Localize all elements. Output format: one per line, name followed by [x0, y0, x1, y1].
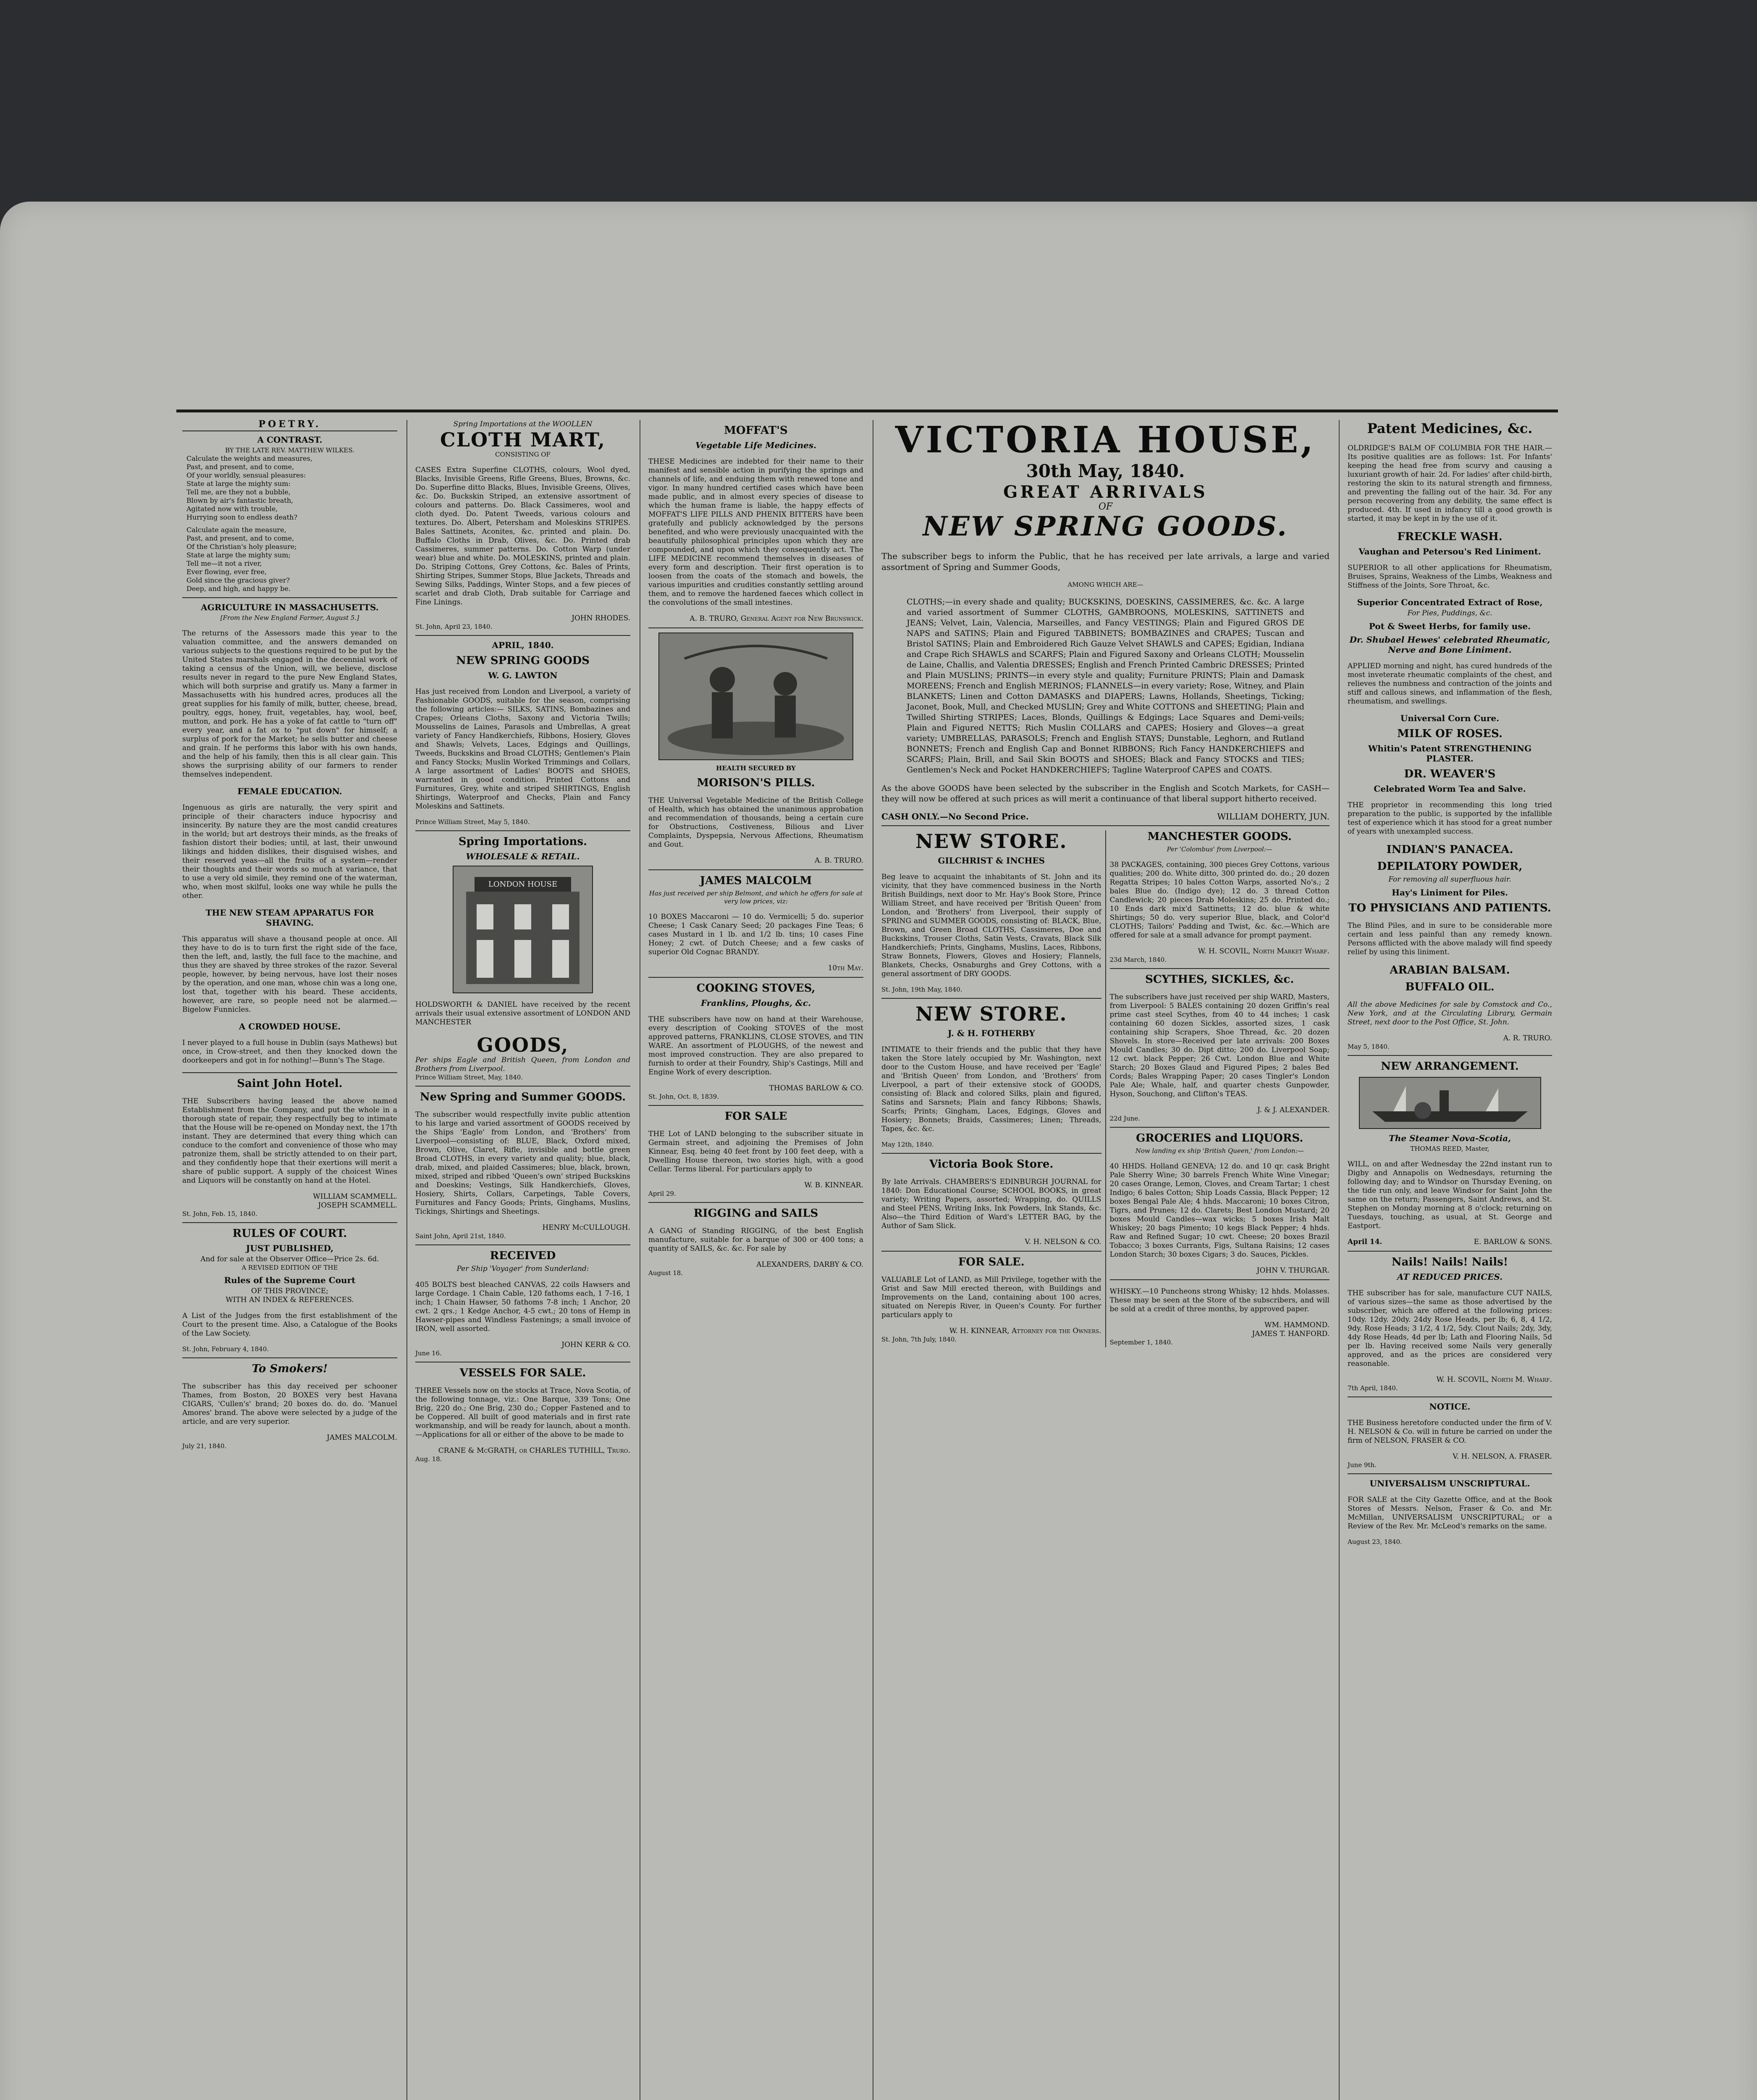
kerr-signature: JOHN KERR & CO.	[561, 1341, 630, 1349]
gilchrist-title: GILCHRIST & INCHES	[938, 856, 1045, 866]
rules-of-court-title: RULES OF COURT.	[232, 1227, 347, 1240]
victoria-house-date: 30th May, 1840.	[1026, 461, 1185, 481]
victoria-among: AMONG WHICH ARE—	[1067, 581, 1143, 588]
victoria-note: As the above GOODS have been selected by the subscriber in the English and Scotch Markets, for CASH—they will now be offered at such prices as will merit a continuance of that liberal support hitherto received.	[881, 784, 1330, 803]
cloth-mart-header: Spring Importations at the WOOLLEN	[453, 420, 593, 428]
bookstore-title: Victoria Book Store.	[929, 1158, 1054, 1171]
lower-columns	[881, 830, 1330, 1347]
hygeia-woodcut	[658, 633, 853, 760]
hammond-signature: WM. HAMMOND.	[1264, 1321, 1330, 1329]
for-sale-2-signature: W. H. KINNEAR, Attorney for the Owners.	[949, 1327, 1101, 1335]
fotherby-date: May 12th, 1840.	[881, 1141, 934, 1148]
steamer-signature: E. BARLOW & SONS.	[1474, 1238, 1552, 1246]
milk-of-roses-title: MILK OF ROSES.	[1397, 727, 1503, 740]
for-sale-2-title: FOR SALE.	[958, 1256, 1025, 1268]
corn-cure-title: Universal Corn Cure.	[1400, 713, 1500, 723]
notice-text: THE Business heretofore conducted under the firm of V. H. NELSON & Co. will in future be carried on under the firm of NELSON, FRASER & CO.	[1348, 1419, 1552, 1445]
rules-date: St. John, February 4, 1840.	[182, 1345, 269, 1353]
poem-line: Calculate the weights and measures,	[186, 454, 312, 462]
poem-body	[182, 454, 397, 593]
rigging-date: August 18.	[648, 1269, 683, 1277]
poem-line: State at large the mighty sum:	[186, 480, 291, 488]
holdsworth-ships: Per ships Eagle and British Queen, from London and Brothers from Liverpool.	[415, 1056, 630, 1073]
poem-line: Of the Christian's holy pleasure;	[186, 543, 297, 551]
shaving-title: THE NEW STEAM APPARATUS FOR SHAVING.	[205, 908, 374, 928]
column-3	[642, 420, 869, 2100]
buffalo-signature: A. R. TRURO.	[1503, 1034, 1552, 1042]
rules-text: A List of the Judges from the first establishment of the Court to the present time. Also, a Catalogue of the Books of the Law Society.	[182, 1312, 397, 1338]
new-store-2-title: NEW STORE.	[915, 1003, 1067, 1025]
rules-edition: A REVISED EDITION OF THE	[241, 1264, 338, 1271]
victoria-intro: The subscriber begs to inform the Public, that he has received per late arrivals, a large and varied assortment of Spring and Summer Goods,	[881, 551, 1330, 572]
freckle-wash-title: FRECKLE WASH.	[1397, 530, 1503, 543]
great-arrivals-of: OF	[1098, 501, 1113, 512]
weaver-text: THE proprietor in recommending this long tried preparation to the public, is supported by the infallible test of experience which it has stood for a great number of years with unexampled success.	[1348, 801, 1552, 836]
notice-signature: V. H. NELSON, A. FRASER.	[1453, 1452, 1552, 1461]
column-4	[876, 420, 1335, 2100]
column-5	[1342, 420, 1558, 2100]
new-spring-goods-banner: NEW SPRING GOODS.	[923, 511, 1288, 542]
wholesale-retail: WHOLESALE & RETAIL.	[466, 851, 580, 861]
poem-title: A CONTRAST.	[257, 435, 323, 445]
rules-book-title: Rules of the Supreme Court	[224, 1275, 356, 1285]
rules-index: WITH AN INDEX & REFERENCES.	[226, 1296, 354, 1304]
bookstore-text: By late Arrivals. CHAMBERS'S EDINBURGH JOURNAL for 1840: Don Educational Course; SCHOOL BOOKS, in great variety; Writing Papers, assorted; Wrapping, do. QUILLS and Steel PENS, Writing Inks, Ink Powders, Ink Stands, &c. Also—the Third Edition of Ward's LETTER BAG, by the Author of Sam Slick.	[881, 1178, 1101, 1230]
scythes-date: 22d June.	[1109, 1115, 1140, 1122]
poem-line: Tell me, are they not a bubble,	[186, 488, 291, 496]
hay-liniment-title: Hay's Liniment for Piles.	[1392, 887, 1508, 898]
vessels-date: Aug. 18.	[415, 1455, 442, 1463]
kinnear-date: April 29.	[648, 1190, 676, 1197]
vessels-text: THREE Vessels now on the stocks at Trace, Nova Scotia, of the following tonnage, viz.: One Barque, 339 Tons; One Brig, 220 do.; One Brig, 230 do.; Copper Fastened and to be Coppered. All built of good materials and in first rate workmanship, and will be ready for launch, about a month.—Applications for all or either of the above to be made to	[415, 1386, 630, 1439]
shaving-text: This apparatus will shave a thousand people at once. All they have to do is to turn first the right side of the face, then the left, and, lastly, the full face to the machine, and thus they are shaved by three strokes of the razor. Several people, however, by being nervous, have lost their noses by the operation, and one man, whose chin was a long one, lost that, together with his beard. These accidents, however, are rare, so people need not be alarmed.—Bigelow Funnicles.	[182, 935, 397, 1014]
nails-text: THE subscriber has for sale, manufacture CUT NAILS, of various sizes—the same as those advertised by the subscriber, which are offered at the following prices: 10dy. 12dy. 20dy. 24dy Rose Heads, per lb; 6, 8, 4 1/2, 9dy. Rose Heads; 3 1/2, 4 1/2, 5dy. Clout Nails; 2dy, 3dy, 4dy Rose Heads, 4d per lb; Lath and Flooring Nails, 5d per lb. Having received some Nails very generally approved, and as the prices are considered very reasonable.	[1348, 1289, 1552, 1368]
herbs-title: Pot & Sweet Herbs, for family use.	[1369, 621, 1531, 631]
column-rule	[1339, 420, 1340, 2100]
groceries-signature: JOHN V. THURGAR.	[1256, 1266, 1330, 1275]
groceries-ship: Now landing ex ship 'British Queen,' from London:—	[1135, 1147, 1304, 1155]
london-house-woodcut	[453, 866, 593, 993]
nails-date: 7th April, 1840.	[1348, 1384, 1398, 1392]
for-sale-2-date: St. John, 7th July, 1840.	[881, 1336, 957, 1343]
buffalo-text: All the above Medicines for sale by Comstock and Co., New York, and at the Circulating Library, Germain Street, next door to the Post Office, St. John.	[1348, 1000, 1552, 1026]
moffat-subtitle: Vegetable Life Medicines.	[695, 440, 817, 450]
nails-signature: W. H. SCOVIL, North M. Wharf.	[1436, 1376, 1552, 1384]
rigging-title: RIGGING and SAILS	[693, 1207, 818, 1220]
steamer-footer	[1348, 1238, 1552, 1247]
hewes-title: Dr. Shubael Hewes' celebrated Rheumatic, Nerve and Bone Liniment.	[1349, 635, 1550, 655]
female-education-title: FEMALE EDUCATION.	[237, 786, 342, 796]
new-spring-summer-text: The subscriber would respectfully invite public attention to his large and varied assortment of GOODS received by the Ships 'Eagle' from London, and 'Brothers' from Liverpool—consisting of: BLUE, Black, Oxford mixed, Brown, Olive, Claret, Rifle, invisible and bottle green Broad CLOTHS, in every variety and quality; blue, black, drab, mixed, and plaided Cassimeres; blue, black, brown, mixed, striped and ribbed 'Queen's own' striped Buckskins and Doeskins; Vestings, Silk Handkerchiefs, Gloves, Hosiery, Shirts, Collars, Carpetings, Table Covers, Furnitures and Fancy Goods; Prints, Ginghams, Muslins, Tickings, Shirtings and Sheetings.	[415, 1110, 630, 1216]
spring-importations-title: Spring Importations.	[458, 835, 587, 848]
smokers-title: To Smokers!	[252, 1362, 328, 1375]
groceries-title: GROCERIES and LIQUORS.	[1136, 1132, 1303, 1144]
column-1	[176, 420, 403, 2100]
moffat-text: THESE Medicines are indebted for their name to their manifest and sensible action in purifying the springs and channels of life, and enduing them with renewed tone and vigor. In many hundred certified cases which have been made public, and in almost every species of disease to which the human frame is liable, the happy effects of MOFFAT'S LIFE PILLS AND PHENIX BITTERS have been gratefully and publicly acknowledged by the persons benefited, and who were previously unacquainted with the beautifully philosophical principles upon which they are compounded, and upon which they consequently act. The LIFE MEDICINE recommend themselves in diseases of every form and description. Their first operation is to loosen from the coats of the stomach and bowels, the various impurities and crudities constantly settling around them, and to remove the hardened faeces which collect in the convolutions of the small intestines.	[648, 457, 863, 607]
fotherby-title: J. & H. FOTHERBY	[947, 1028, 1035, 1038]
crowded-house-text: I never played to a full house in Dublin (says Mathews) but once, in Crow-street, and then they knocked down the doorkeepers and got in for nothing!—Bunn's The Stage.	[182, 1039, 397, 1065]
depilatory-title: DEPILATORY POWDER,	[1377, 860, 1523, 873]
bookstore-signature: V. H. NELSON & CO.	[1025, 1238, 1101, 1246]
hotel-title: Saint John Hotel.	[237, 1077, 343, 1090]
lawton-name: W. G. LAWTON	[488, 670, 558, 680]
nails-title: Nails! Nails! Nails!	[1391, 1256, 1508, 1268]
alexander-signature: J. & J. ALEXANDER.	[1257, 1106, 1330, 1114]
victoria-footer	[881, 812, 1330, 821]
manchester-section	[1110, 830, 1330, 1347]
moffat-title: MOFFAT'S	[724, 424, 788, 437]
morison-title: MORISON'S PILLS.	[697, 777, 815, 789]
moffat-agent: A. B. TRURO, General Agent for New Brunswick.	[690, 614, 863, 623]
poem-author: BY THE LATE REV. MATTHEW WILKES.	[225, 446, 354, 454]
vaughan-title: Vaughan and Petersou's Red Liniment.	[1358, 546, 1541, 556]
universalism-title: UNIVERSALISM UNSCRIPTURAL.	[1369, 1478, 1530, 1488]
poem-line: Calculate again the measure,	[186, 526, 286, 534]
victoria-goods-list: CLOTHS;—in every shade and quality; BUCKSKINS, DOESKINS, CASSIMERES, &c. &c. A large and varied assortment of Summer CLOTHS, GAMBROONS, MOLESKINS, SATTINETS and JEANS; Velvet, Lain, Valencia, Marseilles, and Fancy VESTINGS; Plain and Figured GROS DE NAPS and SATINS; Plain and Figured TABBINETS; BOMBAZINES and CRAPES; Tuscan and Bristol SATINS; Plain and Embroidered Rich Gauze Velvet SHAWLS and CAPES; Egidian, Indiana and Crape Rich SHAWLS and SCARFS; Plain and Figured Saxony and Orleans CLOTH; Mousselin de Laine, Challis, and Valentia DRESSES; English and French Printed Cambric DRESSES; Printed and Plain MUSLINS; PRINTS—in every style and quality; Furniture PRINTS; Plain and Damask MOREENS; French and English MERINOS; FLANNELS—in every variety; Rose, Witney, and Plain BLANKETS; Linen and Cotton DAMASKS and DIAPERS; Lawns, Hollands, Sheetings, Ticking; Jaconet, Book, Mull, and Checked MUSLIN; Grey and White COTTONS and SHEETING; Plain and Twilled Shirting STRIPES; Laces, Blonds, Quillings & Edgings; Lace Squares and Demi-veils; Plain and Figured NETTS; Rich Muslin COLLARS and CAPES; Hosiery and Gloves—a great variety; UMBRELLAS, PARASOLS; French and English STAYS; Dunstable, Leghorn, and Rutland BONNETS; French and English Cap and Bonnet RIBBONS; Rich Fancy HANDKERCHIEFS and SCARFS; Plain, Brill, and Sail Skin BOOTS and SHOES; Black and Fancy STOCKS and TIES; Gentlemen's Neck and Pocket HANDKERCHIEFS; Tagline Waterproof CAPES and COATS.	[907, 597, 1305, 774]
hotel-signature-2: JOSEPH SCAMMELL.	[318, 1201, 397, 1210]
hanford-signature: JAMES T. HANFORD.	[1252, 1330, 1330, 1338]
agriculture-source: [From the New England Farmer, August 5.]	[220, 614, 359, 622]
steamer-master: THOMAS REED, Master,	[1410, 1145, 1490, 1152]
cloth-mart-date: St. John, April 23, 1840.	[415, 623, 493, 630]
smokers-date: July 21, 1840.	[182, 1442, 227, 1450]
weaver-subtitle: Celebrated Worm Tea and Salve.	[1374, 784, 1526, 794]
arabian-balsam-title: ARABIAN BALSAM.	[1390, 964, 1510, 976]
scythes-title: SCYTHES, SICKLES, &c.	[1145, 973, 1294, 986]
received-ship: Per Ship 'Voyager' from Sunderland:	[456, 1265, 589, 1273]
lawton-text: Has just received from London and Liverpool, a variety of Fashionable GOODS, suitable for the season, comprising the following articles:— SILKS, SATINS, Bombazines and Crapes; Orleans Cloths, Saxony and Victoria Twills; Mousselins de Laines, Parasols and Umbrellas, A great variety of Fancy Handkerchiefs, Ribbons, Hosiery, Gloves and Shawls; Velvets, Laces, Edgings and Quillings, Tweeds, Buckskins and Broad CLOTHS; Gentlemen's Plain and Fancy Stocks; Muslin Worked Trimmings and Collars, A large assortment of Ladies' BOOTS and SHOES, warranted in good condition. Printed Cottons and Furnitures, Grey, white and striped SHIRTINGS, English Shirtings, Waterproof and Checks, Plain and Fancy Moleskins and Sattinets.	[415, 688, 630, 811]
whitin-plaster-title: Whitin's Patent STRENGTHENING PLASTER.	[1368, 743, 1532, 764]
nails-subtitle: AT REDUCED PRICES.	[1397, 1272, 1503, 1282]
for-sale-title: FOR SALE	[724, 1110, 787, 1123]
vessels-signature: CRANE & McGRATH, or CHARLES TUTHILL, Truro.	[438, 1446, 630, 1455]
cooking-stoves-text: THE subscribers have now on hand at their Warehouse, every description of Cooking STOVES of the most approved patterns, FRANKLINS, CLOSE STOVES, and TIN WARE. An assortment of PLOUGHS, of the newest and most improved construction. They are also prepared to furnish to order at their Foundry, Ship's Castings, Mill and Engine Work of every description.	[648, 1015, 863, 1076]
rigging-signature: ALEXANDERS, DARBY & CO.	[756, 1260, 863, 1269]
gilchrist-text: Beg leave to acquaint the inhabitants of St. John and its vicinity, that they have commenced business in the North British Buildings, next door to Mr. Hay's Book Store, Prince William Street, and have received per 'British Queen' from London, and 'Brothers' from Liverpool, their supply of SPRING and SUMMER GOODS, consisting of: BLACK, Blue, Brown, and Green Broad CLOTHS, Cassimeres, Doe and Buckskins, Trouser Cloths, Satin Vests, Cravats, Black Silk Handkerchiefs; Prints, Ginghams, Muslins, Laces, Ribbons, Straw Bonnets, Flowers, Gloves and Hosiery; Flannels, Blankets, Checks, Osnaburghs and Grey Cottons, with a general assortment of DRY GOODS.	[881, 873, 1101, 978]
gilchrist-date: St. John, 19th May, 1840.	[881, 986, 962, 993]
london-house-label: LONDON HOUSE	[488, 880, 558, 889]
health-secured-title: HEALTH SECURED BY	[716, 764, 796, 772]
victoria-cash-only: CASH ONLY.—No Second Price.	[881, 811, 1029, 822]
rules-subtitle: JUST PUBLISHED,	[246, 1243, 334, 1253]
mccullough-signature: HENRY McCULLOUGH.	[542, 1223, 630, 1232]
poem-line: Hurrying soon to endless death?	[186, 513, 298, 521]
poem-line: Tell me—it not a river,	[186, 559, 262, 567]
new-arrangement-title: NEW ARRANGEMENT.	[1381, 1060, 1519, 1073]
whisky-date: September 1, 1840.	[1109, 1339, 1173, 1346]
mccullough-date: Saint John, April 21st, 1840.	[415, 1232, 506, 1240]
poem-line: Agitated now with trouble,	[186, 505, 278, 513]
doherty-signature: WILLIAM DOHERTY, JUN.	[1217, 811, 1330, 822]
column-rule	[406, 420, 407, 2100]
female-education-text: Ingenuous as girls are naturally, the very spirit and principle of their characters induce hypocrisy and insincerity. By nature they are the most candid creatures in the world; but art destroys their minds, as the freaks of fashion distort their bodies; until, at last, their unwound likings and hidden dislikes, their disguised wishes, and their reserved yeas—all the fruits of a system—render their thoughts and their words so much at variance, that to use a very old simile, they remind one of the waterman, who, when most skilful, looks one way while he pulls the other.	[182, 803, 397, 900]
newspaper-page	[176, 410, 1558, 2100]
new-store-gilchrist	[881, 830, 1101, 1344]
scovil-signature: W. H. SCOVIL, North Market Wharf.	[1198, 947, 1330, 956]
malcolm-text: 10 BOXES Maccaroni — 10 do. Vermicelli; 5 do. superior Cheese; 1 Cask Canary Seed; 20 packages Fine Teas; 6 cases Mustard in 1 lb. and 1/2 lb. tins; 10 cases Fine Honey; 2 cwt. of Dutch Cheese; and a few casks of superior Old Cognac BRANDY.	[648, 913, 863, 956]
manchester-date: 23d March, 1840.	[1109, 956, 1167, 963]
agriculture-title: AGRICULTURE IN MASSACHUSETTS.	[201, 602, 379, 612]
lawton-date: Prince William Street, May 5, 1840.	[415, 818, 530, 826]
morison-text: THE Universal Vegetable Medicine of the British College of Health, which has obtained the unanimous approbation and recommendation of thousands, being a certain cure for Obstructions, Costiveness, Bilious and Liver Complaints, Dyspepsia, Nervous Affections, Rheumatism and Gout.	[648, 796, 863, 849]
steamer-woodcut	[1359, 1077, 1541, 1129]
malcolm-title: JAMES MALCOLM	[700, 874, 812, 887]
weaver-title: DR. WEAVER'S	[1404, 768, 1496, 780]
malcolm-date: 10th May.	[828, 964, 863, 972]
victoria-house-title: VICTORIA HOUSE,	[895, 420, 1316, 461]
hotel-signature-1: WILLIAM SCAMMELL.	[313, 1192, 397, 1201]
extract-rose-sub: For Pies, Puddings, &c.	[1407, 609, 1492, 617]
hotel-date: St. John, Feb. 15, 1840.	[182, 1210, 257, 1218]
buffalo-date: May 5, 1840.	[1348, 1043, 1390, 1050]
physicians-text: The Blind Piles, and in sure to be considerable more certain and less painful than any remedy known. Persons afflicted with the above malady will find speedy relief by using this liniment.	[1348, 921, 1552, 956]
new-store-title: NEW STORE.	[915, 830, 1067, 853]
manchester-ship: Per 'Colombus' from Liverpool:—	[1167, 845, 1272, 853]
hewes-text: APPLIED morning and night, has cured hundreds of the most inveterate rheumatic complaints of the chest, and relieves the numbness and contraction of the joints and stiff and callous sinews, and inflammation of the flesh, rheumatism, and swellings.	[1348, 662, 1552, 706]
whisky-text: WHISKY.—10 Puncheons strong Whisky; 12 hhds. Molasses. These may be seen at the Store of the subscribers, and will be sold at a credit of three months, by approved paper.	[1109, 1287, 1330, 1313]
new-spring-goods-title: NEW SPRING GOODS	[456, 654, 590, 667]
fotherby-text: INTIMATE to their friends and the public that they have taken the Store lately occupied by Mr. Washington, next door to the Custom House, and have received per 'Eagle' and 'British Queen' from London, and 'Brothers' from Liverpool, a part of their extensive stock of GOODS, consisting of: Black and colored Silks, plain and figured, Satins and Sarsnets; Plain and fancy Ribbons; Shawls, Scarfs; Prints; Gingham, Laces, Edgings, Gloves and Hosiery; Bonnets; Braids, Cassimeres; Linen; Threads, Tapes, &c. &c.	[881, 1045, 1101, 1133]
rules-province: OF THIS PROVINCE;	[251, 1287, 328, 1295]
notice-title: NOTICE.	[1429, 1402, 1471, 1412]
poem-line: Past, and present, and to come,	[186, 534, 294, 542]
holdsworth-text: HOLDSWORTH & DANIEL have received by the recent arrivals their usual extensive assortment of LONDON AND MANCHESTER	[415, 1000, 630, 1026]
vaughan-text: SUPERIOR to all other applications for Rheumatism, Bruises, Sprains, Weakness of the Limbs, Weakness and Stiffness of the Joints, Sore Throat, &c.	[1348, 564, 1552, 590]
manchester-title: MANCHESTER GOODS.	[1147, 830, 1292, 843]
steamer-text: WILL, on and after Wednesday the 22nd instant run to Digby and Annapolis on Wednesdays, returning the following day; and to Windsor on Thursday Evening, on the tide run only, and leave Windsor for Saint John the same on the return; Passengers, Saint Andrews, and St. Stephen on Monday morning at 8 o'clock; returning on Tuesdays, touching, as usual, at St. George and Eastport.	[1348, 1160, 1552, 1230]
patent-medicines-title: Patent Medicines, &c.	[1367, 420, 1533, 436]
great-arrivals: GREAT ARRIVALS	[1003, 482, 1208, 502]
smokers-signature: JAMES MALCOLM.	[327, 1433, 397, 1442]
notice-date: June 9th.	[1348, 1461, 1377, 1469]
barlow-signature: THOMAS BARLOW & CO.	[769, 1084, 863, 1092]
manchester-text: 38 PACKAGES, containing, 300 pieces Grey Cottons, various qualities; 200 do. White ditto, 300 printed do. do.; 20 dozen Regatta Stripes; 10 bales Cotton Warps, assorted No's.; 2 bales Blue do. (Indigo dye); 12 do. 3 thread Cotton Candlewick; 20 pieces Drab Moleskins; 25 do. Printed do.; 10 Ends dark mix'd Sattinetts; 12 do. blue & white Shirtings; 50 do. very superior Blue, black, and Color'd CLOTHS; Tailors' Padding and Twist, &c. &c.—Which are offered for sale at a small advance for prompt payment.	[1109, 861, 1330, 940]
poem-line: State at large the mighty sum;	[186, 551, 291, 559]
poetry-header: POETRY.	[182, 420, 397, 431]
rules-price: And for sale at the Observer Office—Price 2s. 6d.	[200, 1255, 379, 1263]
groceries-text: 40 HHDS. Holland GENEVA; 12 do. and 10 qr. cask Bright Pale Sherry Wine; 30 barrels French White Wine Vinegar; 20 cases Orange, Lemon, Cloves, and Cream Tartar; 1 chest Indigo; 6 bales Cotton; Ship Loads Cassia, Black Pepper; 12 boxes Bengal Pale Ale; 4 hhds. Maccaroni; 10 boxes Citron, Tigrs, and Prunes; 12 do. Clarets; Best London Mustard; 20 boxes Mould Candles—wax wicks; 5 boxes Irish Malt Whiskey; 20 bags Pimento; 10 kegs Black Pepper; 4 hhds. Raw and Refined Sugar; 10 cwt. Cheese; 20 boxes Brazil Tobacco; 3 boxes Currants, Figs, Sultana Raisins; 12 cases London Starch; 30 boxes Cigars; 3 do. Sauces, Pickles.	[1109, 1162, 1330, 1259]
received-text: 405 BOLTS best bleached CANVAS, 22 coils Hawsers and large Cordage. 1 Chain Cable, 120 fathoms each, 1 7-16, 1 inch; 1 Chain Hawser, 50 fathoms 7-8 inch; 1 Anchor, 20 cwt. 2 qrs.; 1 Kedge Anchor, 4-5 cwt.; 20 tons of Hemp in Hawser-pipes and Windless Fastenings; a small invoice of IRON, well assorted.	[415, 1281, 630, 1333]
cloth-mart-title: CLOTH MART,	[440, 428, 606, 451]
steamer-title: The Steamer Nova-Scotia,	[1388, 1133, 1511, 1143]
received-title: RECEIVED	[490, 1250, 556, 1262]
oldridge-text: OLDRIDGE'S BALM OF COLUMBIA FOR THE HAIR.—Its positive qualities are as follows: 1st. For Infants' keeping the head free from scurvy and causing a luxuriant growth of hair. 2d. For ladies' after child-birth, restoring the skin to its natural strength and firmness, and preventing the falling out of the hair. 3d. For any person recovering from any debility, the same effect is produced. 4th. If used in infancy till a good growth is started, it may be kept in by the use of it.	[1348, 444, 1552, 523]
april-header: APRIL, 1840.	[492, 640, 554, 650]
universalism-date: August 23, 1840.	[1348, 1538, 1402, 1546]
extract-rose-title: Superior Concentrated Extract of Rose,	[1357, 597, 1543, 607]
indian-panacea-title: INDIAN'S PANACEA.	[1386, 843, 1513, 856]
kinnear-signature: W. B. KINNEAR.	[804, 1181, 863, 1189]
cooking-stoves-title: COOKING STOVES,	[696, 982, 816, 995]
scythes-text: The subscribers have just received per ship WARD, Masters, from Liverpool: 5 BALES containing 20 dozen Griffin's real prime cast steel Scythes, from 40 to 44 inches; 1 cask containing 60 dozen Sickles, assorted sizes, 1 cask containing ship Scrapers, Shoe Thread, &c. 20 dozen Shovels. In store—Received per late arrivals: 200 Boxes Mould Candles; 30 do. Dipt ditto; 200 do. Liverpool Soap; 12 cwt. black Pepper; 26 Cwt. London Blue and White Starch; 20 Boxes Glaud and Figured Pipes; 2 bales Bed Cords; Bales Wrapping Paper; 20 cases Tingler's London Pale Ale; Whale, half, and quarter chests Gunpowder, Hyson, Souchong, and Clifton's TEAS.	[1109, 993, 1330, 1098]
barlow-date: St. John, Oct. 8, 1839.	[648, 1093, 719, 1100]
crowded-house-title: A CROWDED HOUSE.	[239, 1021, 341, 1032]
morison-signature: A. B. TRURO.	[815, 856, 863, 865]
smokers-text: The subscriber has this day received per schooner Thames, from Boston, 20 BOXES very best Havana CIGARS, 'Cullen's' brand; 20 boxes do. do. do. 'Manuel Amores' brand. The above were selected by a judge of the article, and are very superior.	[182, 1382, 397, 1426]
malcolm-subtitle: Has just received per ship Belmont, and which he offers for sale at very low prices, viz:	[649, 890, 863, 905]
poem-line: Past, and present, and to come,	[186, 463, 294, 471]
universalism-text: FOR SALE at the City Gazette Office, and at the Book Stores of Messrs. Nelson, Fraser & Co. and Mr. McMillan, UNIVERSALISM UNSCRIPTURAL; or a Review of the Rev. Mr. McLeod's remarks on the same.	[1348, 1496, 1552, 1530]
depilatory-sub: For removing all superfluous hair.	[1388, 875, 1511, 884]
kerr-date: June 16.	[415, 1349, 442, 1357]
column-2	[409, 420, 636, 2100]
cloth-mart-text: CASES Extra Superfine CLOTHS, colours, Wool dyed, Blacks, Invisible Greens, Rifle Greens, Blues, Browns, &c. Do. Superfine ditto Blacks, Blues, Invisible Greens, Olives, &c. Do. Buckskin Striped, an extensive assortment of colours and patterns. Do. Black Cassimeres, wool and cloth dyed. Do. Patent Tweeds, various colours and textures. Do. Albert, Petersham and Moleskins STRIPES. Bales Sattinets, Aconites, &c. printed and plain. Do. Buffalo Cloths in Drab, Olives, &c. Do. Printed drab Cassimeres, summer patterns. Do. Cotton Warp (under wear) blue and white. Do. MOLESKINS, printed and plain. Do. Striping Cottons, Grey Cottons, &c. Bales of Prints, Shirting Stripes, Summer Stops, Blue Jackets, Threads and Sewing Silks, Paddings, Winter Stops, and a few pieces of scarlet and drab Cloth, Drab suitable for Carriage and Fine Linings.	[415, 466, 630, 606]
cloth-mart-signature: JOHN RHODES.	[572, 614, 630, 622]
poem-line: Ever flowing, ever free,	[186, 568, 267, 576]
steamer-date: April 14.	[1348, 1238, 1382, 1246]
poem-line: Blown by air's fantastic breath,	[186, 496, 294, 504]
poem-line: Deep, and high, and happy be.	[186, 585, 291, 593]
physicians-title: TO PHYSICIANS AND PATIENTS.	[1348, 902, 1551, 914]
buffalo-oil-title: BUFFALO OIL.	[1405, 981, 1495, 993]
cooking-stoves-subtitle: Franklins, Ploughs, &c.	[700, 998, 811, 1008]
poem-line: Gold since the gracious giver?	[186, 576, 290, 584]
holdsworth-date: Prince William Street, May, 1840.	[415, 1074, 523, 1081]
holdsworth-goods: GOODS,	[477, 1034, 569, 1056]
vessels-title: VESSELS FOR SALE.	[459, 1367, 586, 1379]
rigging-text: A GANG of Standing RIGGING, of the best English manufacture, suitable for a barque of 300 or 400 tons; a quantity of SAILS, &c. &c. For sale by	[648, 1227, 863, 1253]
for-sale-text: THE Lot of LAND belonging to the subscriber situate in Germain street, and adjoining the Premises of John Kinnear, Esq. being 40 feet front by 100 feet deep, with a Dwelling House thereon, two stories high, with a good Cellar. Terms liberal. For particulars apply to	[648, 1130, 863, 1173]
new-spring-summer-title: New Spring and Summer GOODS.	[420, 1091, 626, 1103]
agriculture-text: The returns of the Assessors made this year to the valuation committee, and the answers demanded on various subjects to the questions required to be put by the United States marshals engaged in the decennial work of taking a census of the Union, will, we believe, disclose results never in regard to the pure New England States, which will both surprise and gratify us. Many a farmer in Massachusetts with his hundred acres, produces all the great supplies for his family of milk, butter, cheese, bread, poultry, eggs, honey, fruit, vegetables, hay, wool, beef, mutton, and pork. He has a yoke of fat cattle to "turn off" every year, and a fat ox to "put down" for himself; a surplus of pork for the Market; he sells butter and cheese and grain. If he performs this labor with his own hands, and the help of his family, then this is all clear gain. This shows the surprising ability of our farmers to render themselves independent.	[182, 629, 397, 779]
for-sale-2-text: VALUABLE Lot of LAND, as Mill Privilege, together with the Grist and Saw Mill erected thereon, with Buildings and Improvements on the Land, containing about 100 acres, situated on Nerepis River, in Queen's County. For further particulars apply to	[881, 1276, 1101, 1319]
cloth-mart-sub: CONSISTING OF	[495, 451, 551, 458]
hotel-text: THE Subscribers having leased the above named Establishment from the Company, and put the whole in a thorough state of repair, they respectfully beg to intimate that the House will be re-opened on Monday next, the 17th instant. They are determined that every thing which can conduce to the comfort and convenience of those who may patronize them, shall be strictly attended to on their part, and they confidently hope that their exertions will merit a share of public support. A supply of the choicest Wines and Liquors will be constantly on hand at the Hotel.	[182, 1097, 397, 1185]
poem-line: Of your worldly, sensual pleasures:	[186, 471, 306, 479]
